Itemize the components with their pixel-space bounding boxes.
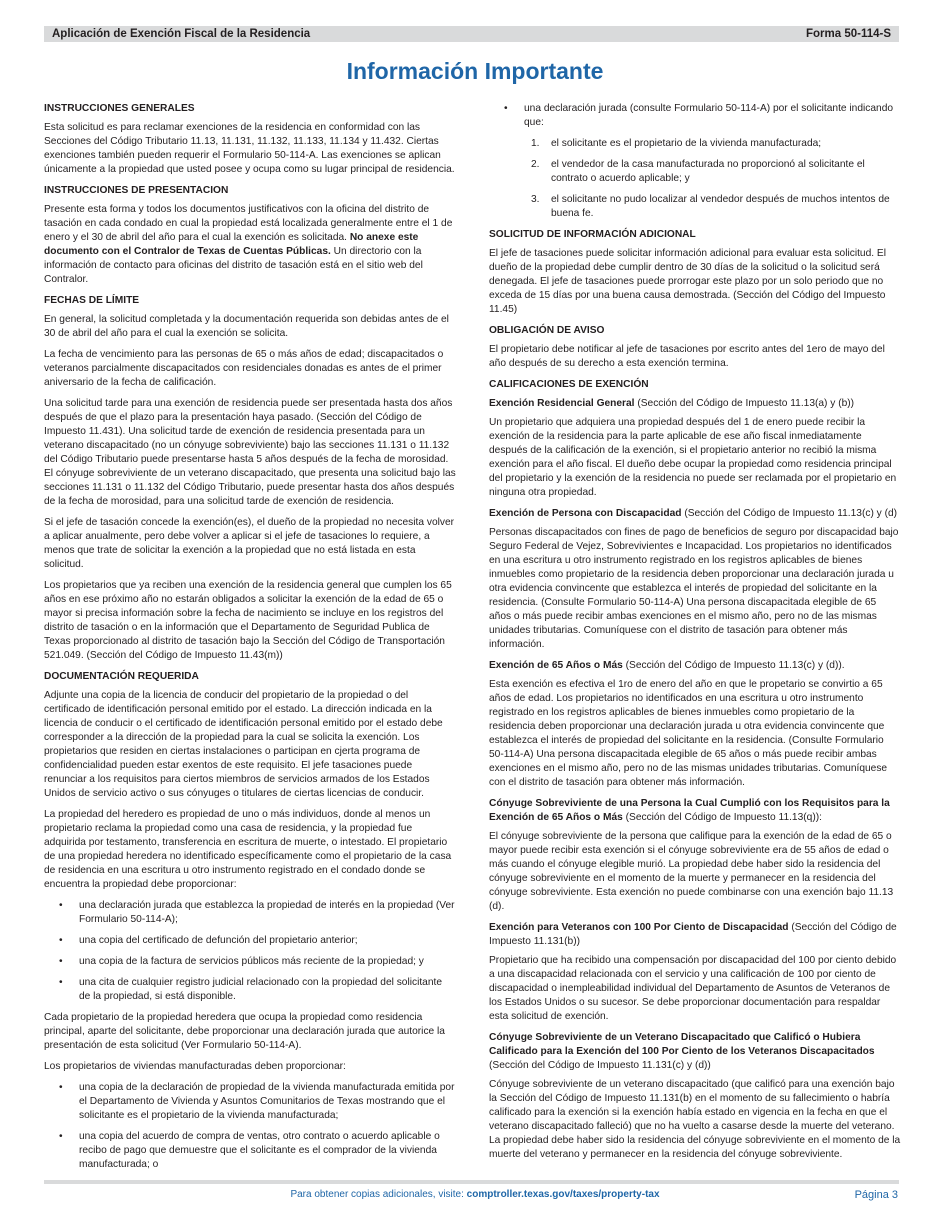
affidavit-numbered-list	[489, 137, 901, 221]
form-title: Aplicación de Exención Fiscal de la Residencia	[52, 28, 311, 40]
list-item: • una cita de cualquier registro judicial relacionado con la propiedad del solicitante de la propiedad, si está disponible.	[44, 976, 456, 1004]
subheading: Exención Residencial General (Sección del Código de Impuesto 11.13(a) y (b))	[489, 398, 855, 409]
form-header-bar	[44, 26, 899, 42]
page-title: Información Importante	[346, 58, 604, 84]
paragraph: El propietario debe notificar al jefe de tasaciones por escrito antes del 1ero de mayo del año después de su derecho a esta exención termina.	[489, 344, 885, 369]
footer-text: Para obtener copias adicionales, visite: comptroller.texas.gov/taxes/property-tax	[290, 1189, 660, 1200]
section-heading-general: INSTRUCCIONES GENERALES	[44, 103, 195, 114]
heir-requirements-list	[44, 899, 456, 1004]
section-heading-calificaciones: CALIFICACIONES DE EXENCIÓN	[489, 379, 649, 390]
form-number: Forma 50-114-S	[805, 28, 891, 40]
paragraph: El jefe de tasaciones puede solicitar información adicional para evaluar esta solicitud. El dueño de la propiedad debe cumplir dentro de 30 días de la solicitud o la solicitud será denegada. El jefe de tasaciones puede prorrogar este plazo por un solo periodo que no exceda de 15 días por una buena causa demostrada. (Sección del Código del Impuesto 11.45)	[489, 248, 886, 315]
page-number: Página 3	[854, 1189, 898, 1201]
list-item: • una copia de la declaración de propiedad de la vivienda manufacturada emitida por el Departamento de Vivienda y Asuntos Comunitarios de Texas mostrando que el solicitante es el propietario de la vivienda manufacturada;	[44, 1081, 456, 1123]
paragraph: Esta solicitud es para reclamar exenciones de la residencia en conformidad con las Secciones del Código Tributario 11.13, 11.131, 11.132, 11.133, 11.134 y 11.432. Ciertas exenciones también pueden requerir el Formulario 50-114-A. Las exenciones se aplican únicamente a la propiedad que usted posee y ocupa como su lugar principal de residencia.	[44, 122, 455, 175]
paragraph: Adjunte una copia de la licencia de conducir del propietario de la propiedad o del certificado de identificación personal emitido por el estado. La dirección indicada en la licencia de conducir o el certificado de identificación personal emitido por el estado debe corresponder a la dirección de la propiedad para la cual se solicita la exención. Los propietarios que residen en ciertas instalaciones o participan en cjerta programa de confidencialidad pueden estar exentos de este requisito. El jefe tasaciones puede renunciar a los requisitos para ciertos miembros de servicios armados de los Estados Unidos de servicio activo o sus cónyuges o titulares de ciertas licencias de conducir.	[44, 690, 443, 799]
section-heading-aviso: OBLIGACIÓN DE AVISO	[489, 325, 605, 336]
paragraph: Cónyuge sobreviviente de un veterano discapacitado (que calificó para una exención bajo la Sección del Código de Impuesto 11.131(b) en el momento de su fallecimiento o habría calificado para la exención si la exención había estado en vigencia en la fecha en que el veterano discapacitado falleció) que no ha vuelto a casarse desde la muerte del veterano. La propiedad debe haber sido la residencia del cónyuge sobreviviente en el momento de la muerte del veterano y permanecer en la residencia del cónyuge sobreviviente.	[489, 1079, 901, 1160]
list-item: • una declaración jurada (consulte Formulario 50-114-A) por el solicitante indicando que:	[489, 102, 901, 130]
affidavit-list	[489, 102, 901, 130]
numbered-item: 1. el solicitante es el propietario de la vivienda manufacturada;	[531, 138, 822, 149]
paragraph: Los propietarios que ya reciben una exención de la residencia general que cumplen los 65 años en ese próximo año no estarán obligados a solicitar la exención de la edad de 65 o mayor si precisa información sobre la fecha de nacimiento se incluye en los registros del distrito de tasación o en la información que el Departamento de Seguridad Publica de Texas proporcionado al distrito de tasación bajo la Sección del Código de Transportación 521.049. (Sección del Código de Impuesto 11.43(m))	[44, 580, 452, 661]
paragraph: Presente esta forma y todos los documentos justificativos con la oficina del distrito de tasación en cada condado en cual la propiedad está localizada generalmente entre el 1 de enero y el 30 de abril del año para el cual la exención es solicitada. No anexe este documento con el Contralor de Texas de Cuentas Públicas. Un directorio con la información de contacto para oficinas del distrito de tasación está en el sitio web del Contralor.	[44, 204, 453, 285]
numbered-item: 3. el solicitante no pudo localizar al vendedor después de muchos intentos de buena fe.	[531, 194, 890, 219]
subheading: Cónyuge Sobreviviente de una Persona la Cual Cumplió con los Requisitos para la Exención de 65 Años o Más (Sección del Código de Impuesto 11.13(q)):	[489, 798, 890, 823]
left-column	[44, 102, 456, 1179]
footer-divider	[44, 1180, 899, 1184]
subheading: Cónyuge Sobreviviente de un Veterano Discapacitado que Calificó o Hubiera Calificado para la Exención del 100 Por Ciento de los Veteranos Discapacitados (Sección del Código de Impuesto 11.131(c) y (d))	[489, 1032, 875, 1071]
subheading: Exención de 65 Años o Más (Sección del Código de Impuesto 11.13(c) y (d)).	[489, 660, 845, 671]
paragraph: Esta exención es efectiva el 1ro de enero del año en que le propetario se convirtio a 65 años de edad. Los propietarios no identificados en una escritura u otro instrumento registrado en los registros aplicables de bienes inmuebles como propietario de la residencia deben proporcionar una declaración jurada u otra evidencia convincente que establezca el interés de propiedad del solicitante en la residencia. (Consulte Formulario 50-114-A) Una persona discapacitada elegible de 65 años o más puede recibir ambas exenciones en el mismo año, pero no de las mismas unidades tributarias. Comuníquese con el distrito de tasación para obtener más información.	[489, 679, 888, 788]
subheading: Exención para Veteranos con 100 Por Ciento de Discapacidad (Sección del Código de Impuesto 11.131(b))	[489, 922, 897, 947]
paragraph: Personas discapacitados con fines de pago de beneficios de seguro por discapacidad bajo Seguro Federal de Vejez, Sobrevivientes e Incapacidad. Los propietarios no identificados en una escritura u otro instrumento registrado en los registros aplicables de bienes inmuebles como propietario de la residencia deben proporcionar una declaración jurada u otra evidencia convincente que establezca el interés de propiedad del solicitante en la residencia. (Consulte Formulario 50-114-A) Una persona discapacitada elegible de 65 años o más puede recibir ambas exenciones en el mismo año, pero no de las mismas unidades tributarias. Comuníquese con el distrito de tasación para obtener más información.	[489, 527, 899, 650]
paragraph: Una solicitud tarde para una exención de residencia puede ser presentada hasta dos años después de que el plazo para la presentación haya pasado. (Sección del Código de Impuesto 11.431). Una solicitud tarde de exención de residencia presentada para un veterano discapacitado (no un cónyuge sobreviviente) bajo las secciones 11.131 o 11.132 del Código Tributario puede presentarse hasta 5 años después de la fecha de morosidad. El cónyuge sobreviviente de un veterano discapacitado, que presenta una solicitud bajo las secciones 11.131 o 11.132 del Código Tributario, puede presentar hasta dos años después de la fecha de morosidad, para una solicitud tarde de exención de residencia.	[44, 398, 456, 507]
paragraph: Un propietario que adquiera una propiedad después del 1 de enero puede recibir la exención de la residencia para la parte aplicable de ese año fiscal inmediatamente después de la calificación de la exención, si el propietario anterior no recibió la misma exención para el año fiscal. El dueño debe ocupar la propiedad como residencia principal del propietario y la exención de la residencia no puede ser reclamada por el propietario en ninguna otra propiedad.	[489, 417, 897, 498]
section-heading-fechas: FECHAS DE LÍMITE	[44, 295, 140, 306]
right-column	[489, 102, 901, 1169]
paragraph: En general, la solicitud completada y la documentación requerida son debidas antes de el 30 de abril del año para el cual la exención se solicita.	[44, 314, 449, 339]
section-heading-presentacion: INSTRUCCIONES DE PRESENTACION	[44, 185, 229, 196]
numbered-item: 2. el vendedor de la casa manufacturada no proporcionó al solicitante el contrato o acuerdo aplicable; y	[531, 159, 865, 184]
paragraph: Si el jefe de tasación concede la exención(es), el dueño de la propiedad no necesita volver a aplicar anualmente, pero debe volver a aplicar si el jefe de tasaciones lo requiere, a menos que trate de solicitar la exención a la propiedad que no está listada en esta solicitud.	[44, 517, 455, 570]
subheading: Exención de Persona con Discapacidad (Sección del Código de Impuesto 11.13(c) y (d)	[489, 508, 898, 519]
paragraph: La fecha de vencimiento para las personas de 65 o más años de edad; discapacitados o veteranos parcialmente discapacitados con residenciales donadas es antes de el primer aniversario de la fecha de calificación.	[44, 349, 444, 388]
list-item: • una declaración jurada que establezca la propiedad de interés en la propiedad (Ver Formulario 50-114-A);	[44, 899, 456, 927]
list-item: • una copia del certificado de defunción del propietario anterior;	[44, 934, 456, 948]
bold-notice: No anexe este documento con el Contralor de Texas de Cuentas Públicas.	[44, 232, 419, 257]
paragraph: Propietario que ha recibido una compensación por discapacidad del 100 por ciento debido a una discapacidad relacionada con el servicio y una calificación de 100 por ciento de discapacidad o inempleabilidad individual del Departamento de Asuntos de Veteranos de los Estados Unidos o su sucesor. Se debe proporcionar documentación para respaldar esta solicitud de exención.	[489, 955, 897, 1022]
section-heading-info: SOLICITUD DE INFORMACIÓN ADICIONAL	[489, 229, 696, 240]
section-heading-documentacion: DOCUMENTACIÓN REQUERIDA	[44, 671, 199, 682]
manufactured-home-list	[44, 1081, 456, 1172]
list-item: • una copia del acuerdo de compra de ventas, otro contrato o acuerdo aplicable o recibo de pago que demuestre que el solicitante es el comprador de la vivienda manufacturada; o	[44, 1130, 456, 1172]
paragraph: Cada propietario de la propiedad heredera que ocupa la propiedad como residencia principal, aparte del solicitante, debe proporcionar una declaración jurada que autorice la presentación de esta solicitud (Ver Formulario 50-114-A).	[44, 1012, 445, 1051]
footer-link[interactable]: comptroller.texas.gov/taxes/property-tax	[466, 1189, 660, 1200]
paragraph: Los propietarios de viviendas manufacturadas deben proporcionar:	[44, 1061, 346, 1072]
list-item: • una copia de la factura de servicios públicos más reciente de la propiedad; y	[44, 955, 456, 969]
paragraph: La propiedad del heredero es propiedad de uno o más individuos, donde al menos un propietario reclama la propiedad como una casa de residencia, y la propiedad fue adquirida por testamento, transferencia en escritura de muerte, o intestado. El propietario de una propiedad heredera no identificado específicamente como el propietario de la casa de residencia en una escritura u otro instrumento registrado en el condado donde se encuentra la propiedad debe proporcionar:	[44, 809, 452, 890]
paragraph: El cónyuge sobreviviente de la persona que califique para la exención de la edad de 65 o mayor puede recibir esta exención si el cónyuge sobreviviente era de 55 años de edad o más cuando el cónyuge elegible murió. La propiedad debe haber sido la residencia del cónyuge sobreviviente en el momento de la muerte y permanecer en la residencia del cónyuge sobreviviente. Esta exención no puede combinarse con una exención bajo 11.13 (d).	[489, 831, 894, 912]
